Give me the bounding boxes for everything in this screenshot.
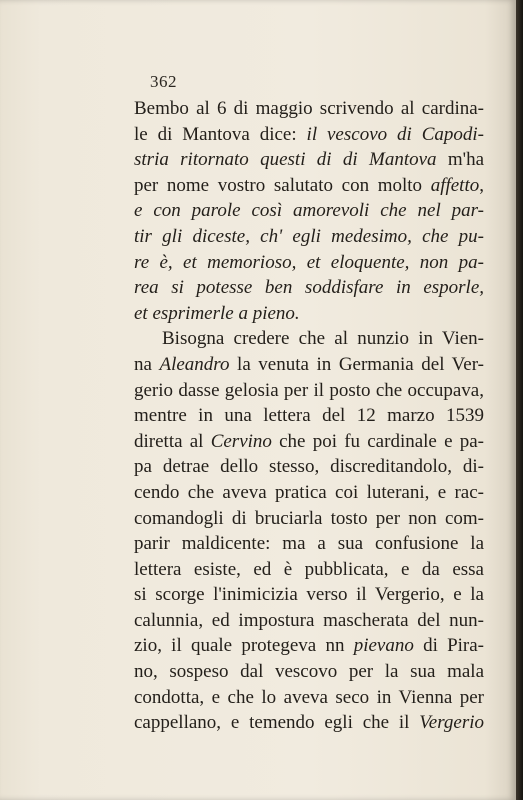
text-segment: parir maldicente: ma a sua confusione la — [134, 533, 484, 555]
text-line — [134, 608, 484, 634]
italic-text-segment: e con parole così amorevoli che nel par- — [134, 200, 484, 222]
text-line — [134, 122, 484, 148]
text-segment: di Pira- — [413, 635, 484, 657]
italic-text-segment: Vergerio — [419, 712, 484, 734]
text-segment: zio, il quale protegeva nn — [134, 635, 354, 657]
italic-text-segment: Cervino — [210, 430, 272, 452]
text-line — [134, 326, 484, 352]
text-line — [134, 224, 484, 250]
italic-text-segment: rea si potesse ben soddisfare in esporle, — [134, 277, 484, 299]
text-line — [134, 454, 484, 480]
text-line — [134, 557, 484, 583]
text-segment: condotta, e che lo aveva seco in Vienna per — [134, 686, 484, 708]
text-line — [134, 250, 484, 276]
text-line — [134, 710, 484, 736]
text-segment: m'ha — [436, 149, 484, 171]
text-segment: diretta al — [134, 430, 211, 452]
text-line — [134, 301, 484, 327]
text-line — [134, 275, 484, 301]
text-line — [134, 403, 484, 429]
italic-text-segment: stria ritornato questi di di Mantova — [134, 149, 437, 171]
text-line — [134, 659, 484, 685]
text-segment: lettera esiste, ed è pubblicata, e da essa — [134, 558, 484, 580]
italic-text-segment: pievano — [353, 635, 414, 657]
italic-text-segment: il vescovo di Capodi- — [306, 123, 484, 145]
text-segment: Bembo al 6 di maggio scrivendo al cardina- — [134, 98, 484, 119]
text-segment: mentre in una lettera del 12 marzo 1539 — [134, 405, 484, 427]
text-line — [134, 352, 484, 378]
italic-text-segment: tir gli diceste, ch' egli medesimo, che pu- — [134, 225, 484, 247]
text-segment: per nome vostro salutato con molto — [134, 174, 431, 196]
text-segment: gerio dasse gelosia per il posto che occupava, — [134, 379, 484, 401]
text-line — [134, 147, 484, 173]
text-segment: le di Mantova dice: — [134, 123, 307, 145]
text-segment: la venuta in Germania del Ver- — [229, 353, 484, 375]
text-line — [134, 582, 484, 608]
italic-text-segment: re è, et memorioso, et eloquente, non pa- — [134, 251, 484, 273]
text-line — [134, 96, 484, 122]
text-line — [134, 378, 484, 404]
text-line — [134, 173, 484, 199]
text-line — [134, 506, 484, 532]
page-edge-shadow — [516, 0, 523, 800]
italic-text-segment: Aleandro — [159, 353, 230, 375]
text-segment: che poi fu cardinale e pa- — [271, 430, 484, 452]
text-segment: no, sospeso dal vescovo per la sua mala — [134, 661, 484, 683]
text-line — [134, 633, 484, 659]
text-segment: comandogli di bruciarla tosto per non com- — [134, 507, 484, 529]
italic-text-segment: et esprimerle a pieno. — [134, 302, 300, 324]
page-number: 362 — [150, 72, 177, 91]
text-line — [134, 198, 484, 224]
text-line — [134, 685, 484, 711]
text-line — [134, 531, 484, 557]
text-segment: na — [134, 353, 160, 375]
text-segment: Bisogna credere che al nunzio in Vien- — [162, 328, 484, 350]
text-segment: calunnia, ed impostura mascherata del nun- — [134, 609, 484, 631]
text-line — [134, 429, 484, 455]
body-text — [134, 96, 484, 736]
text-segment: si scorge l'inimicizia verso il Vergerio, e la — [134, 584, 484, 606]
text-segment: cendo che aveva pratica coi luterani, e rac- — [134, 481, 484, 503]
text-line — [134, 480, 484, 506]
text-segment: pa detrae dello stesso, discreditandolo, di- — [134, 456, 484, 478]
italic-text-segment: affetto — [430, 174, 480, 196]
text-segment: , — [479, 174, 484, 196]
text-segment: cappellano, e temendo egli che il — [134, 712, 420, 734]
